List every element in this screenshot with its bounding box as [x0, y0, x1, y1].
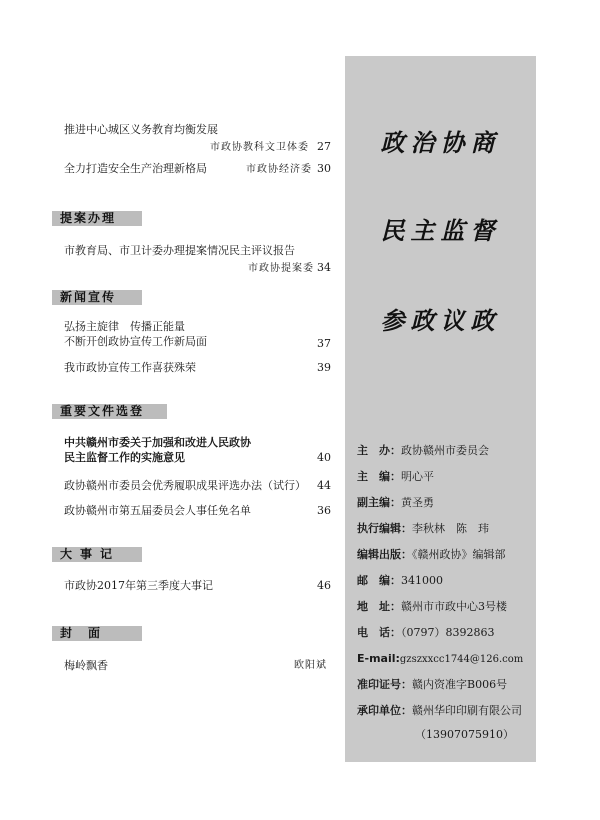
info-label: 电 话：: [357, 626, 401, 639]
toc-item-title[interactable]: 市政协2017年第三季度大事记: [64, 579, 213, 592]
toc-item-page: 46: [317, 579, 331, 592]
info-value: （0797）8392863: [401, 626, 495, 639]
info-value: 李秋林 陈 玮: [412, 522, 489, 535]
toc-item-page: 37: [317, 337, 331, 350]
toc-item-title[interactable]: 弘扬主旋律 传播正能量: [64, 320, 185, 333]
slogan: 民主监督: [380, 216, 501, 245]
toc-item-title[interactable]: 市教育局、市卫计委办理提案情况民主评议报告: [64, 244, 295, 257]
toc-item-page: 40: [317, 451, 331, 464]
info-row: [357, 496, 434, 510]
toc-item-source: 市政协提案委: [248, 263, 314, 274]
info-label: E-mail:: [357, 652, 400, 665]
masthead-panel: [345, 56, 536, 762]
toc-item-title[interactable]: 政协赣州市第五届委员会人事任免名单: [64, 504, 251, 517]
info-row: [357, 626, 494, 640]
info-label: 主 编：: [357, 470, 401, 483]
info-label: 主 办：: [357, 444, 401, 457]
info-value: 赣州华印印刷有限公司: [412, 704, 522, 717]
slogan: 参政议政: [380, 306, 501, 335]
toc-item-page: 39: [317, 361, 331, 374]
info-label: 编辑出版：: [357, 548, 412, 561]
section-heading: 封面: [60, 626, 117, 640]
toc-item-page: 27: [317, 140, 331, 153]
email-link[interactable]: gzszxxcc1744@126.com: [399, 654, 524, 665]
info-label: 承印单位：: [357, 704, 412, 717]
toc-item-title[interactable]: 不断开创政协宣传工作新局面: [64, 335, 207, 348]
info-row: [357, 470, 434, 484]
info-row: [357, 678, 507, 692]
phone-extra: （13907075910）: [415, 728, 514, 741]
info-row: [357, 522, 489, 536]
section-heading: 提案办理: [60, 211, 117, 225]
section-heading: 重要文件选登: [60, 404, 145, 418]
toc-item-title[interactable]: 推进中心城区义务教育均衡发展: [64, 123, 218, 136]
info-value: 《赣州政协》编辑部: [412, 548, 506, 561]
info-label: 执行编辑：: [357, 522, 412, 535]
slogan: 政治协商: [380, 128, 501, 157]
info-row: [415, 728, 514, 742]
toc-item-page: 44: [317, 479, 331, 492]
info-row: [357, 704, 522, 718]
info-row: [357, 444, 489, 458]
info-row: [357, 600, 507, 614]
info-value: 黄圣勇: [401, 496, 434, 509]
toc-item-source: 市政协教科文卫体委: [210, 142, 309, 153]
info-value: 赣州市市政中心3号楼: [401, 600, 507, 613]
info-value: 明心平: [401, 470, 434, 483]
info-value: 政协赣州市委员会: [401, 444, 489, 457]
toc-item-source: 欧阳斌: [294, 660, 327, 671]
toc-item-title[interactable]: 中共赣州市委关于加强和改进人民政协: [64, 436, 251, 449]
info-row: [357, 652, 523, 667]
info-label: 副主编：: [357, 496, 401, 509]
toc-item-page: 36: [317, 504, 331, 517]
info-label: 邮 编：: [357, 574, 401, 587]
info-label: 地 址：: [357, 600, 401, 613]
section-heading: 大事记: [60, 547, 121, 561]
section-heading: 新闻宣传: [60, 290, 117, 304]
toc-item-source: 市政协经济委: [246, 164, 312, 175]
toc-item-title[interactable]: 我市政协宣传工作喜获殊荣: [64, 361, 196, 374]
toc-item-title[interactable]: 民主监督工作的实施意见: [64, 451, 185, 464]
info-row: [357, 574, 443, 588]
info-row: [357, 548, 506, 562]
toc-item-title[interactable]: 全力打造安全生产治理新格局: [64, 162, 207, 175]
toc-item-title[interactable]: 政协赣州市委员会优秀履职成果评选办法（试行）: [64, 479, 306, 492]
toc-item-title[interactable]: 梅岭飘香: [64, 659, 108, 672]
toc-item-page: 34: [317, 261, 331, 274]
info-label: 准印证号：: [357, 678, 412, 691]
toc-item-page: 30: [317, 162, 331, 175]
info-value: 赣内资准字B006号: [412, 678, 508, 691]
info-value: 341000: [401, 574, 443, 587]
